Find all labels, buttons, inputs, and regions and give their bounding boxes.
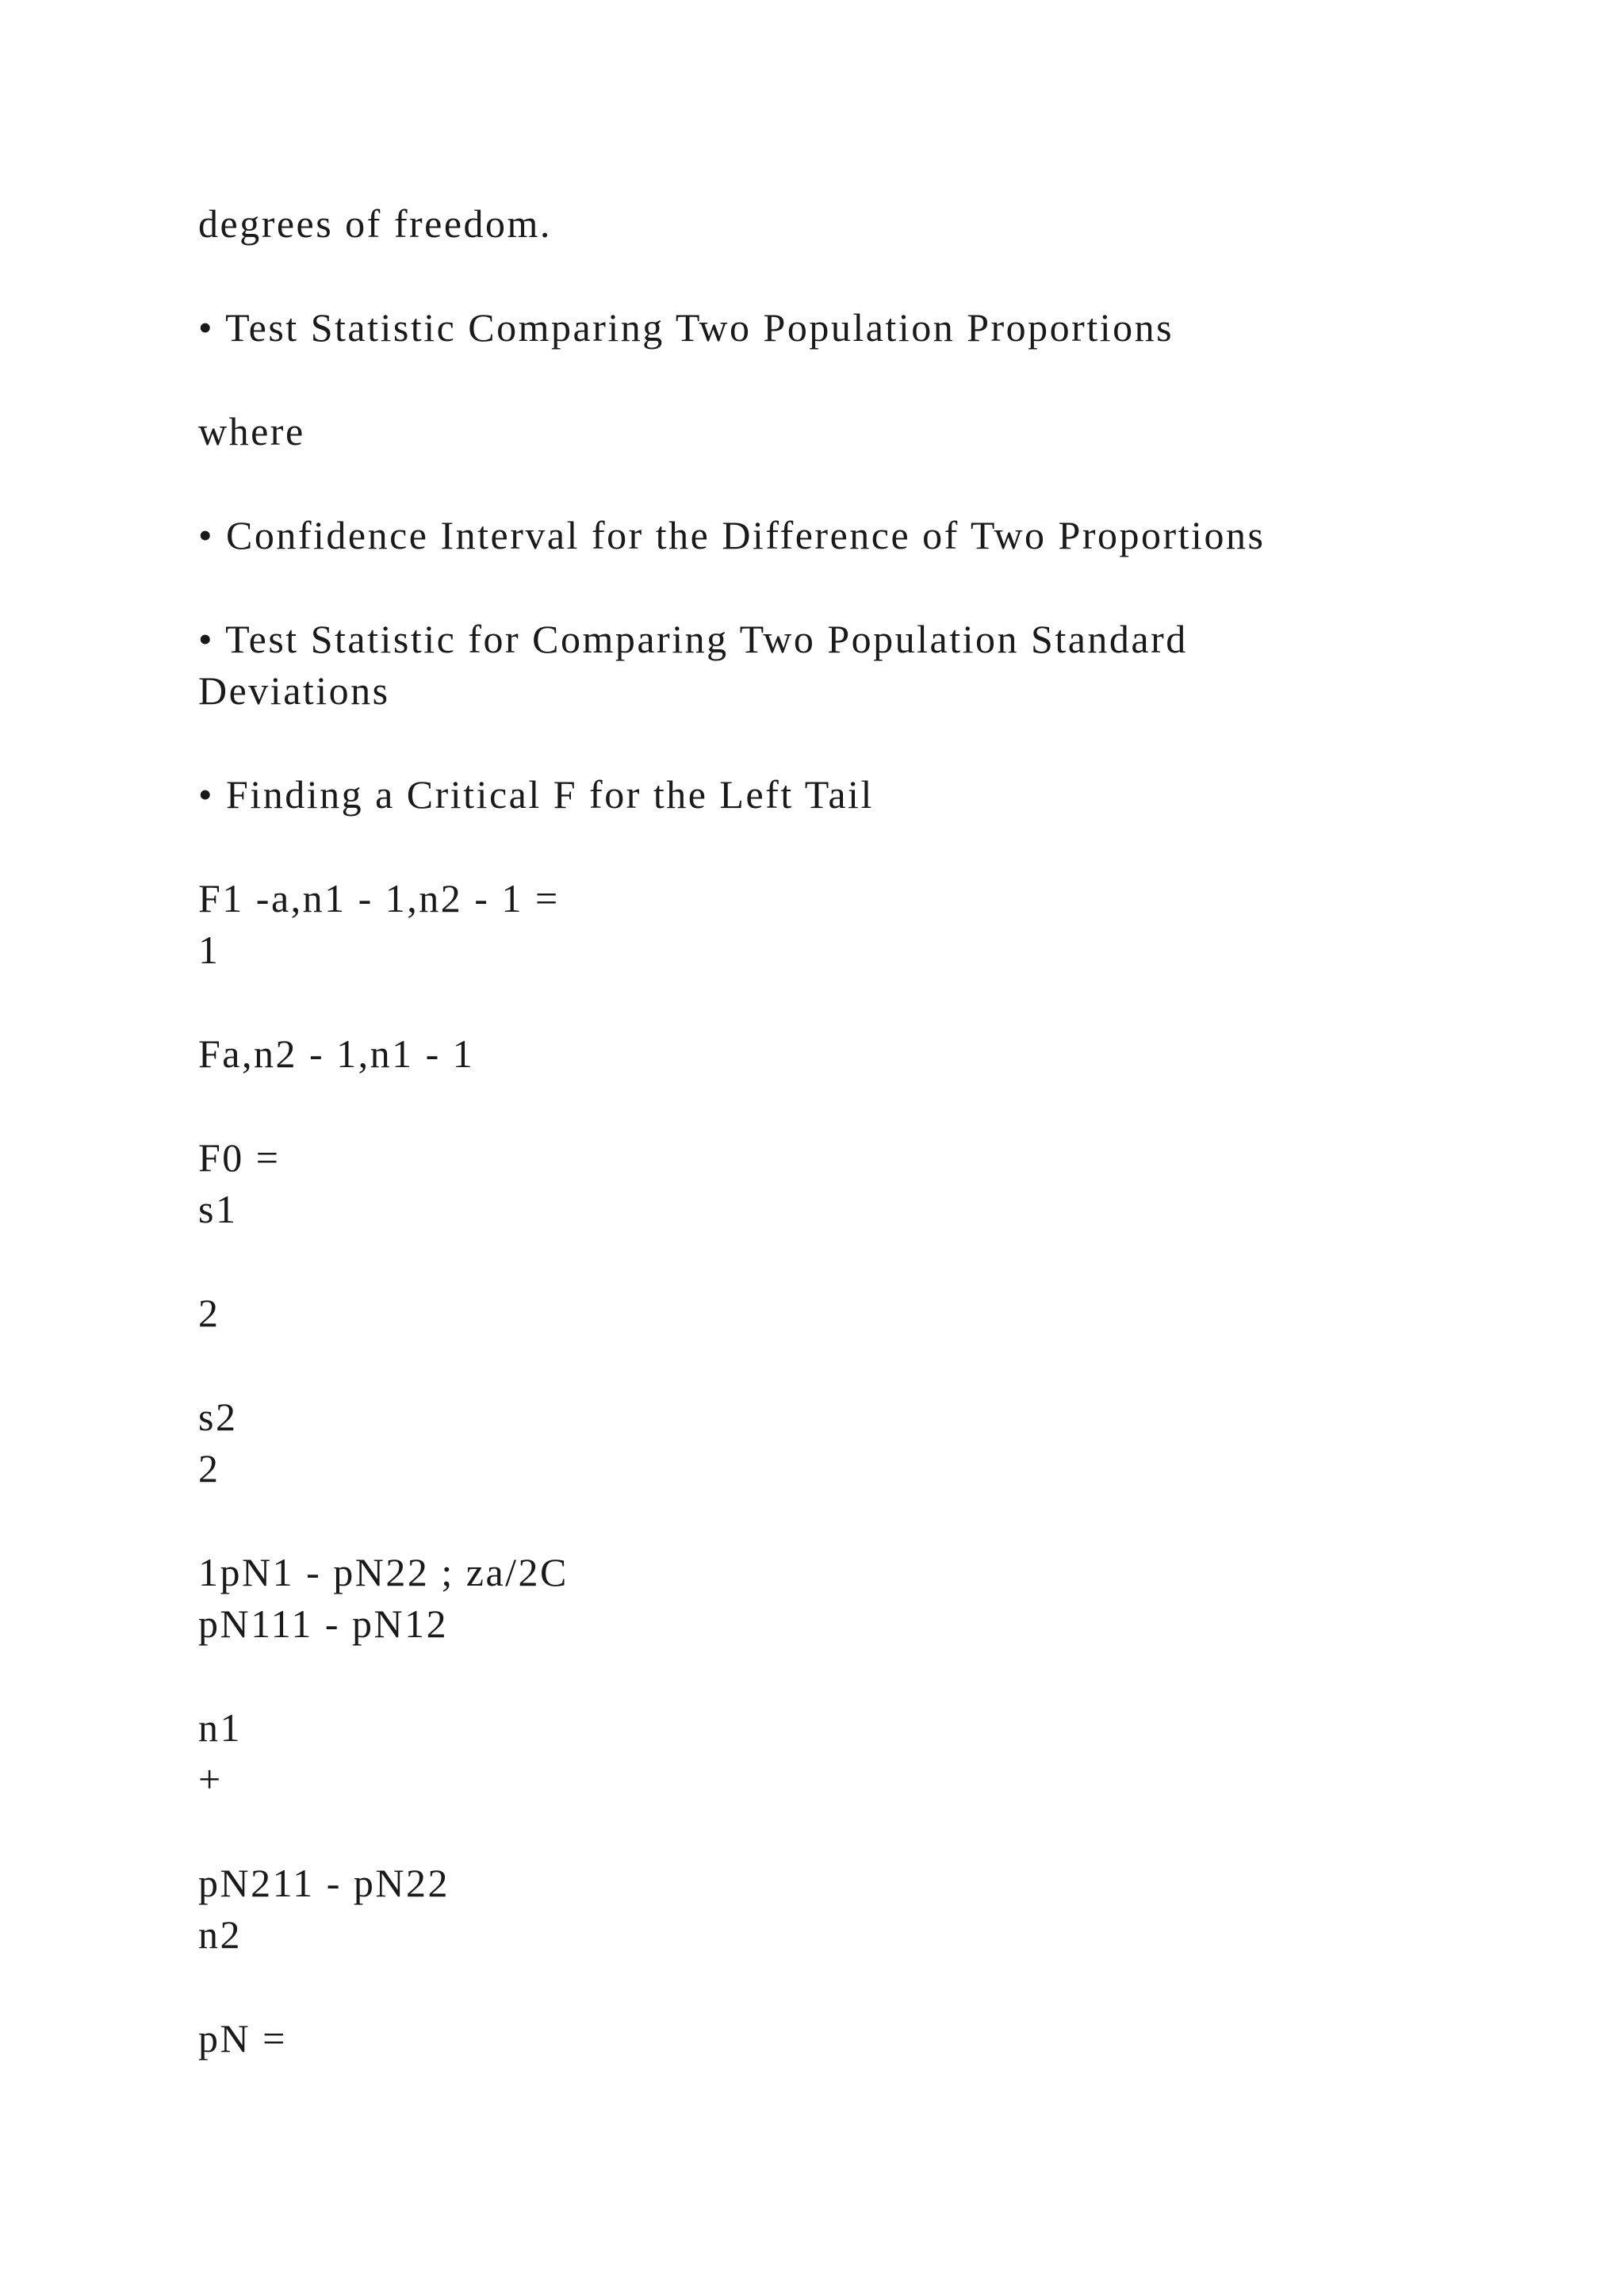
formula-plus: + — [198, 1757, 223, 1801]
text-degrees-of-freedom: degrees of freedom. — [198, 201, 552, 246]
formula-s1: s1 — [198, 1187, 238, 1231]
bullet-test-statistic-two-proportions: • Test Statistic Comparing Two Population Proportions — [198, 305, 1174, 350]
text-deviations: Deviations — [198, 668, 390, 713]
formula-f-denominator: Fa,n2 - 1,n1 - 1 — [198, 1031, 475, 1076]
formula-numerator-one: 1 — [198, 928, 220, 972]
formula-s1-exponent: 2 — [198, 1291, 220, 1335]
formula-p1-term: pN111 - pN12 — [198, 1601, 449, 1646]
bullet-critical-f-left-tail: • Finding a Critical F for the Left Tail — [198, 772, 874, 817]
bullet-confidence-interval-two-proportions: • Confidence Interval for the Difference of Two Proportions — [198, 513, 1266, 557]
bullet-test-statistic-standard-deviations: • Test Statistic for Comparing Two Population Standard — [198, 617, 1188, 661]
formula-f-left-tail: F1 -a,n1 - 1,n2 - 1 = — [198, 876, 560, 920]
formula-f0: F0 = — [198, 1135, 281, 1180]
formula-pooled-p: pN = — [198, 2016, 287, 2061]
text-where: where — [198, 409, 305, 453]
formula-n2: n2 — [198, 1912, 242, 1957]
formula-s2: s2 — [198, 1395, 238, 1439]
formula-s2-exponent: 2 — [198, 1446, 220, 1490]
formula-n1: n1 — [198, 1705, 242, 1750]
formula-p2-term: pN211 - pN22 — [198, 1861, 450, 1905]
formula-confidence-interval: 1pN1 - pN22 ; za/2C — [198, 1550, 569, 1594]
